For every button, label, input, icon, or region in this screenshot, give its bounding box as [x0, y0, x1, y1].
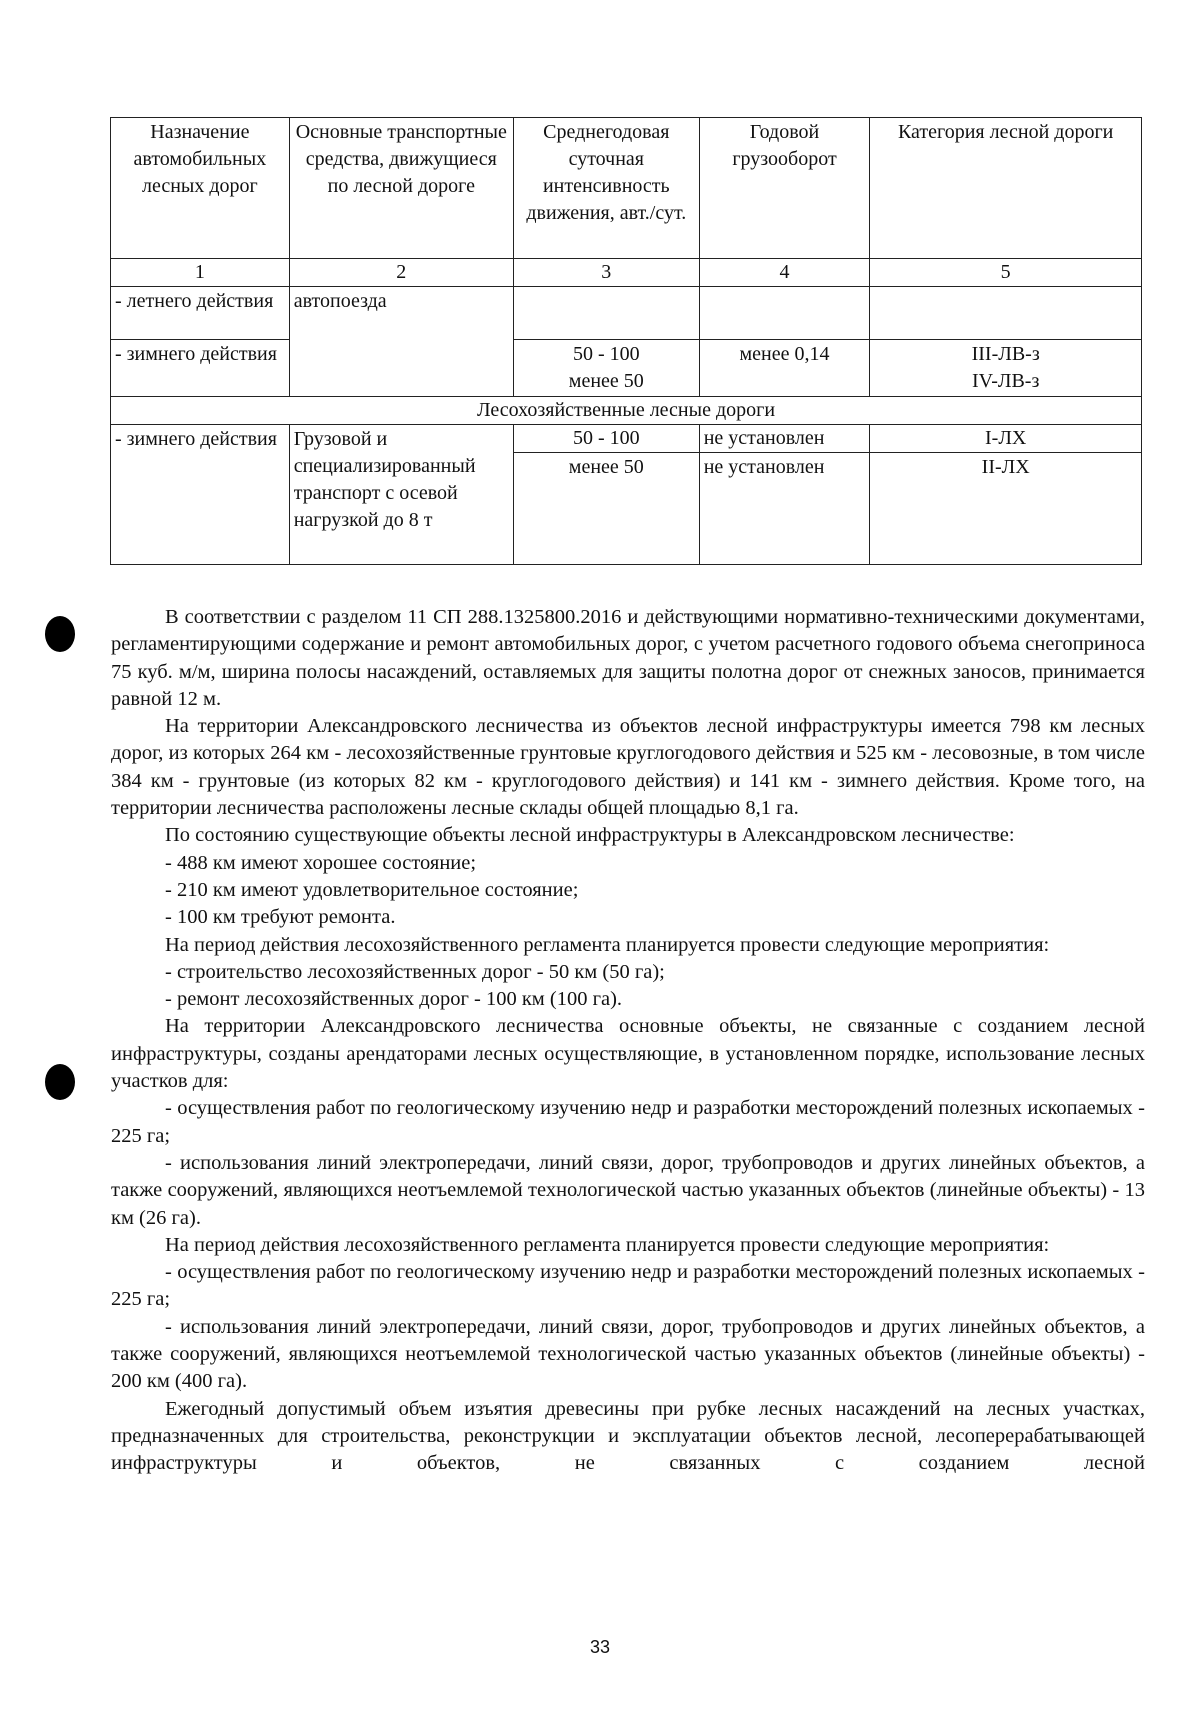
cell-intensity-winter [513, 340, 699, 397]
cell-intensity-forest-1: 50 - 100 [513, 425, 699, 453]
column-number: 2 [289, 259, 513, 287]
list-item-repair: - 100 км требуют ремонта. [165, 906, 396, 929]
cell-transport-trucks: Грузовой и специализированный транспорт с осевой нагрузкой до 8 т [289, 425, 513, 565]
header-cell-transport: Основные транспортные средства, движущиеся по лесной дороге [289, 118, 513, 259]
list-item-satisfactory: - 210 км имеют удовлетворительное состояние; [165, 878, 579, 901]
section-title: Лесохозяйственные лесные дороги [111, 397, 1142, 425]
paragraph-plan-intro: На период действия лесохозяйственного регламента планируется провести следующие мероприятия: [165, 933, 1050, 956]
cell-purpose-summer: - летнего действия [111, 287, 290, 340]
list-item-construction: - строительство лесохозяйственных дорог - 50 км (50 га); [165, 960, 665, 983]
table-row-forest-1 [111, 425, 1142, 453]
intensity-value: менее 50 [568, 370, 644, 392]
column-number: 5 [870, 259, 1142, 287]
cell-purpose-winter: - зимнего действия [111, 340, 290, 397]
table-row-summer [111, 287, 1142, 340]
page-number: 33 [589, 1637, 611, 1657]
header-cell-purpose: Назначение автомобильных лесных дорог [111, 118, 290, 259]
paragraph-timber-volume: Ежегодный допустимый объем изъятия древесины при рубке лесных насаждений на лесных участках, предназначенных для строительства, реконструкции и эксплуатации объектов лесной, лесоперерабатывающей инфраструктуры и объектов, не связанных с созданием лесной [111, 1397, 1145, 1475]
forest-roads-table [110, 117, 1142, 565]
cell-turnover-winter: менее 0,14 [699, 340, 870, 397]
punch-hole-bottom [45, 1064, 75, 1100]
list-item-geology-plan: - осуществления работ по геологическому изучению недр и разработки месторождений полезных ископаемых - 225 га; [111, 1261, 1145, 1311]
header-cell-intensity: Среднегодовая суточная интенсивность движения, авт./сут. [513, 118, 699, 259]
table-row-winter [111, 340, 1142, 397]
cell-empty [513, 287, 699, 340]
cell-category-forest-2: II-ЛХ [870, 453, 1142, 565]
paragraph-other-objects: На территории Александровского лесничества основные объекты, не связанные с созданием лесной инфраструктуры, созданы арендаторами лесных осуществляющие, в установленном порядке, использование лесных участков для: [111, 1015, 1145, 1093]
cell-category-winter [870, 340, 1142, 397]
list-item-good: - 488 км имеют хорошее состояние; [165, 851, 477, 874]
cell-empty [699, 287, 870, 340]
header-cell-turnover: Годовой грузооборот [699, 118, 870, 259]
cell-transport-trains: автопоезда [289, 287, 513, 397]
paragraph-plan-intro-2: На период действия лесохозяйственного регламента планируется провести следующие мероприятия: [165, 1233, 1050, 1256]
cell-turnover-forest-1: не установлен [699, 425, 870, 453]
cell-category-forest-1: I-ЛХ [870, 425, 1142, 453]
column-number: 3 [513, 259, 699, 287]
intensity-value: 50 - 100 [572, 343, 640, 365]
cell-intensity-forest-2: менее 50 [513, 453, 699, 565]
punch-hole-top [45, 616, 75, 652]
list-item-linear-objects: - использования линий электропередачи, линий связи, дорог, трубопроводов и других линейных объектов, а также сооружений, являющихся неотъемлемой технологической частью указанных объектов (линейные объекты) - 13 км (26 га). [111, 1151, 1145, 1229]
list-item-linear-objects-plan: - использования линий электропередачи, линий связи, дорог, трубопроводов и других линейных объектов, а также сооружений, являющихся неотъемлемой технологической частью указанных объектов (линейные объекты) - 200 км (400 га). [111, 1315, 1145, 1393]
cell-empty [870, 287, 1142, 340]
category-value: IV-ЛВ-з [971, 370, 1040, 392]
column-number-row [111, 259, 1142, 287]
paragraph-road-network: На территории Александровского лесничества из объектов лесной инфраструктуры имеется 798 км лесных дорог, из которых 264 км - лесохозяйственные грунтовые круглогодового действия и 525 км - лесовозные, в том числе 384 км - грунтовые (из которых 82 км - круглогодового действия) и 141 км - зимнего действия. Кроме того, на территории лесничества расположены лесные склады общей площадью 8,1 га. [111, 715, 1145, 820]
cell-turnover-forest-2: не установлен [699, 453, 870, 565]
table-header-row [111, 118, 1142, 259]
paragraph-snow-protection: В соответствии с разделом 11 СП 288.1325800.2016 и действующими нормативно-техническими документами, регламентирующими содержание и ремонт автомобильных дорог, с учетом расчетного годового объема снегоприноса 75 куб. м/м, ширина полосы насаждений, оставляемых для защиты полотна дорог от снежных заносов, принимается равной 12 м. [111, 606, 1145, 710]
header-cell-category: Категория лесной дороги [870, 118, 1142, 259]
column-number: 1 [111, 259, 290, 287]
cell-purpose-forest: - зимнего действия [111, 425, 290, 565]
column-number: 4 [699, 259, 870, 287]
table-section-row [111, 397, 1142, 425]
document-body [111, 604, 1145, 1478]
paragraph-state-intro: По состоянию существующие объекты лесной инфраструктуры в Александровском лесничестве: [165, 824, 1015, 847]
category-value: III-ЛВ-з [971, 343, 1040, 365]
list-item-geology: - осуществления работ по геологическому изучению недр и разработки месторождений полезных ископаемых - 225 га; [111, 1097, 1145, 1147]
list-item-road-repair: - ремонт лесохозяйственных дорог - 100 км (100 га). [165, 988, 623, 1011]
